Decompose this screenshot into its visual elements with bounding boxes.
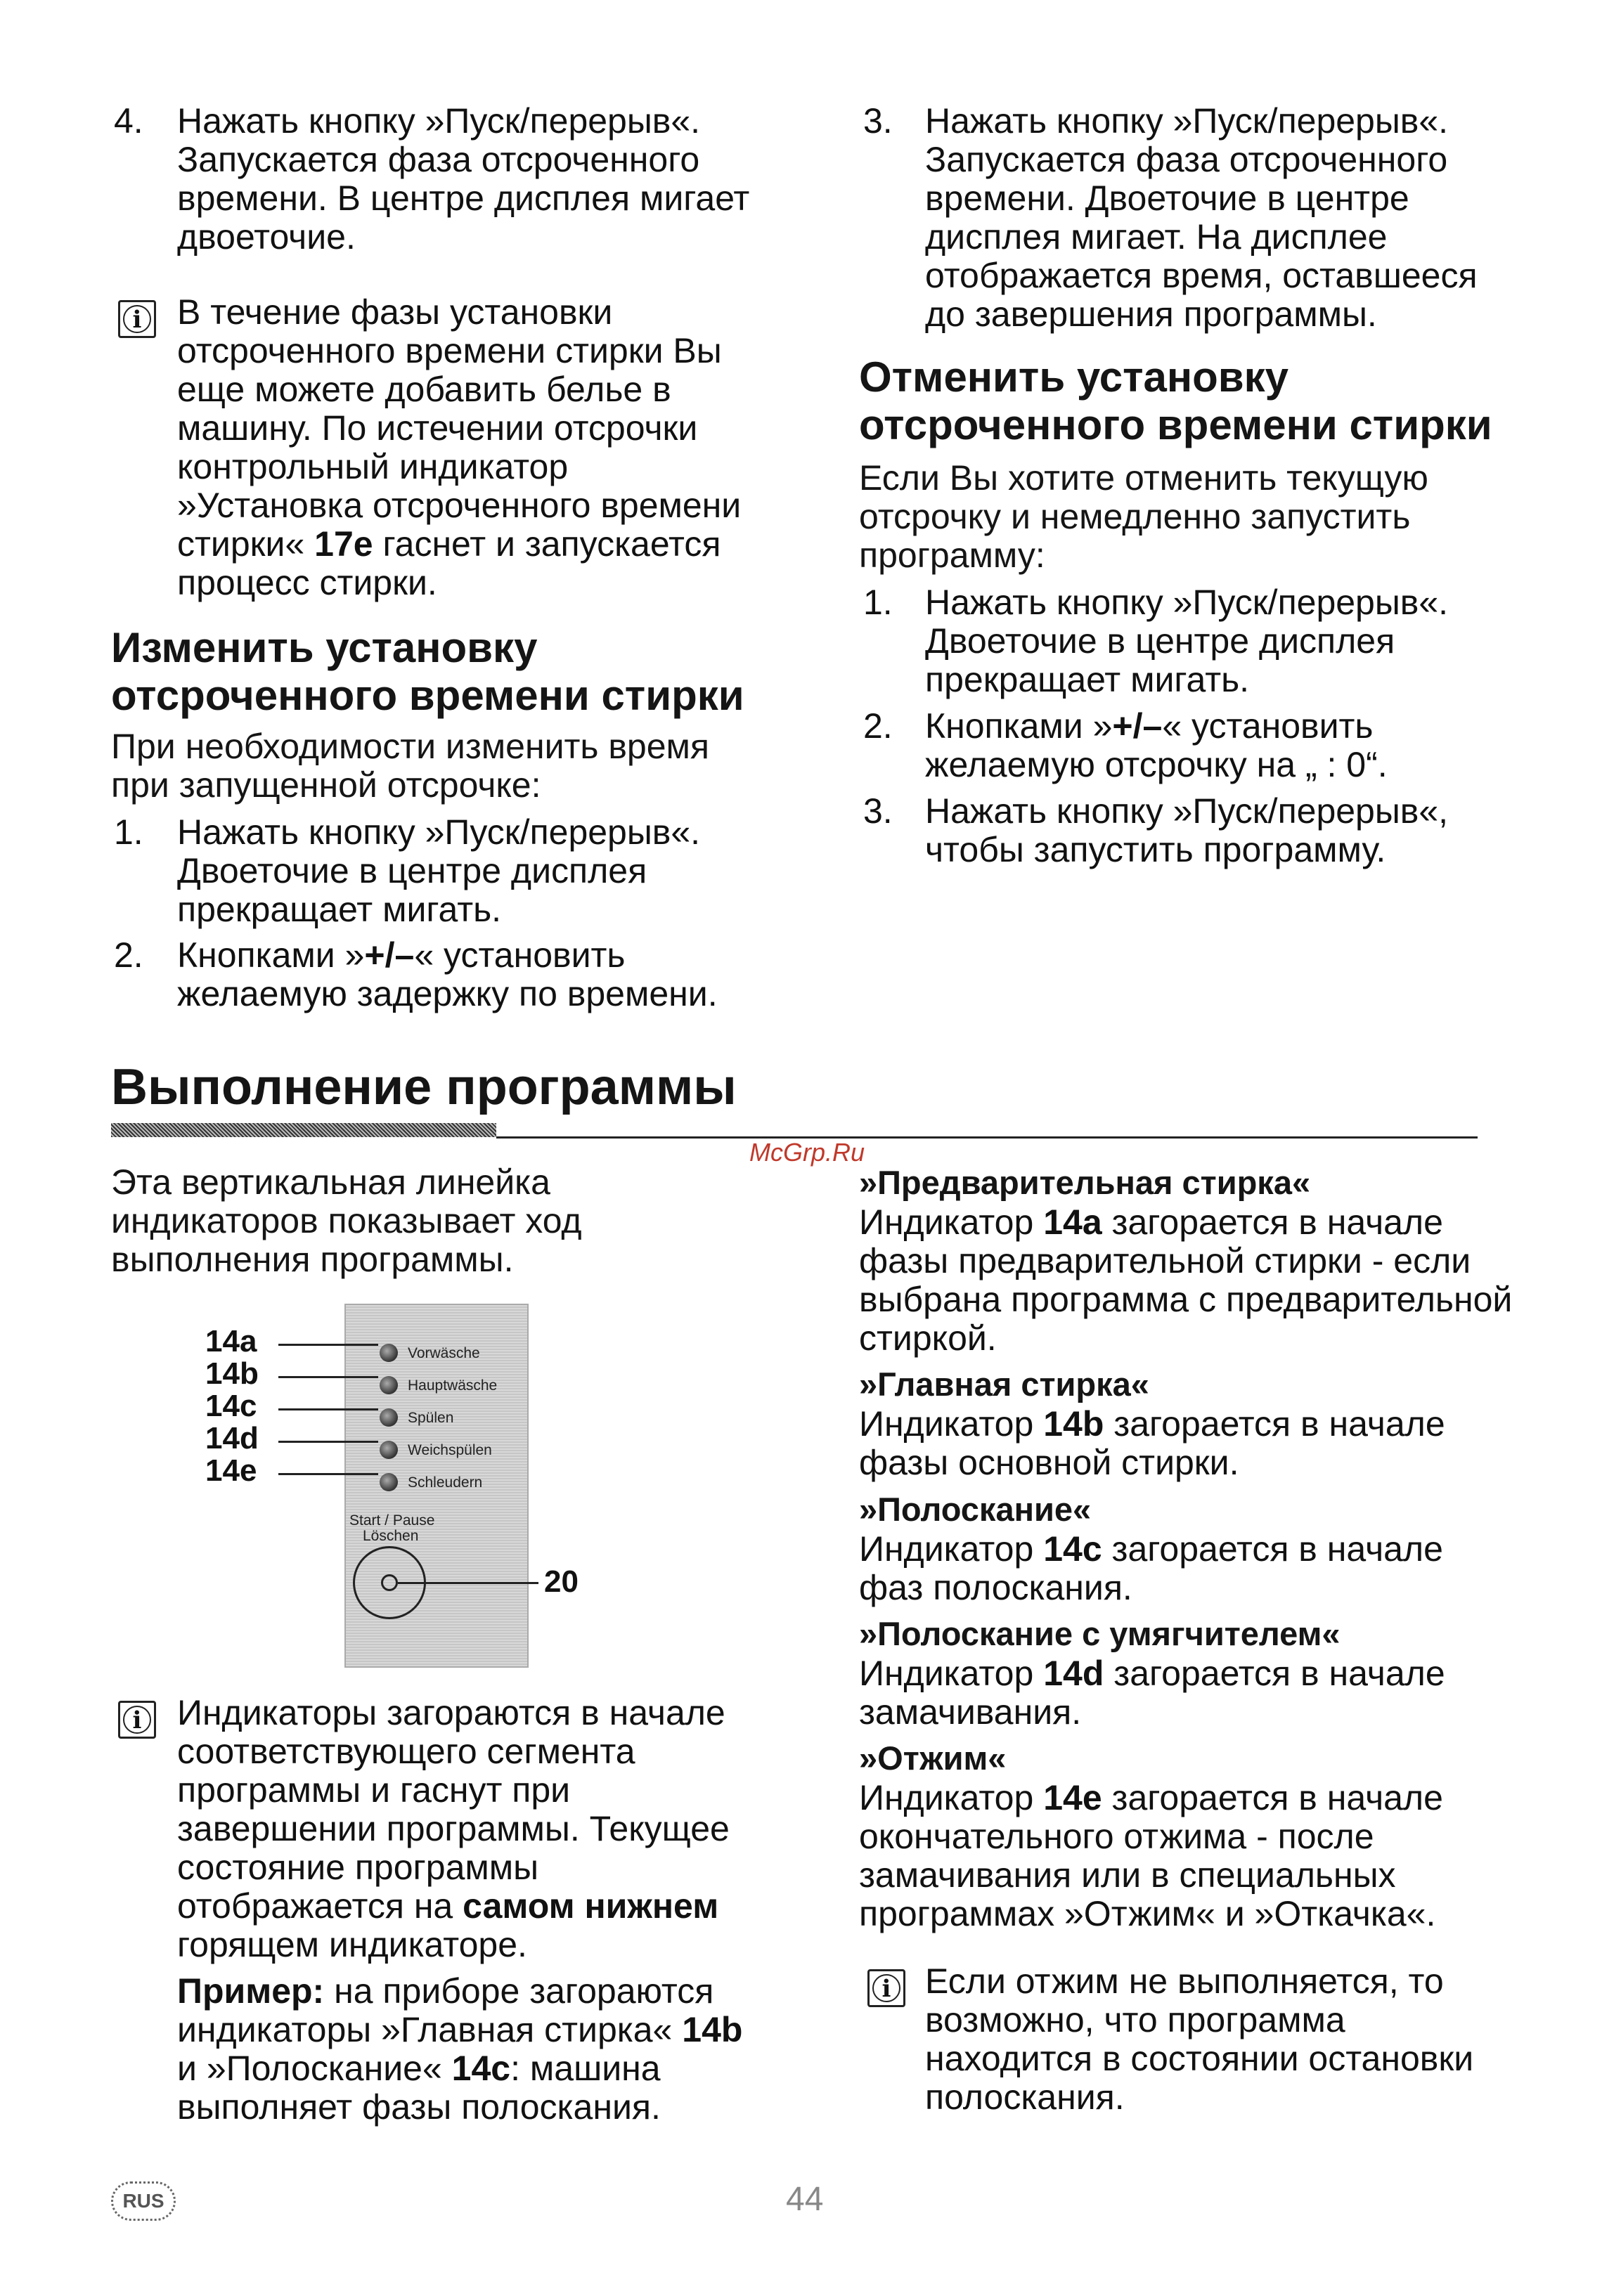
step-line: прекращает мигать. xyxy=(177,890,502,929)
note-line: отображается на самом нижнем xyxy=(177,1886,719,1926)
phase-line: Индикатор 14b загорается в начале xyxy=(859,1404,1445,1444)
label-14e: 14e xyxy=(205,1453,257,1488)
led-label: Hauptwäsche xyxy=(408,1377,498,1394)
info-icon: i xyxy=(118,300,156,338)
phase-line: Индикатор 14c загорается в начале xyxy=(859,1529,1443,1569)
note-line: машину. По истечении отсрочки xyxy=(177,408,698,448)
phase-title: »Главная стирка« xyxy=(859,1366,1149,1403)
step-line: Нажать кнопку »Пуск/перерыв«. xyxy=(925,101,1449,141)
phase-line: Индикатор 14e загорается в начале xyxy=(859,1778,1443,1817)
phase-line: замачивания. xyxy=(859,1692,1082,1732)
phase-line: окончательного отжима - после xyxy=(859,1817,1374,1856)
phase-line: фаз полоскания. xyxy=(859,1568,1132,1607)
phase-title: »Полоскание с умягчителем« xyxy=(859,1615,1341,1652)
step-line: Двоеточие в центре дисплея xyxy=(925,621,1395,661)
note-line: находится в состоянии остановки xyxy=(925,2039,1474,2078)
led-label: Vorwäsche xyxy=(408,1345,480,1361)
heading-cancel-delay: Отменить установку отсроченного времени стирки xyxy=(859,354,1492,448)
step-line: чтобы запустить программу. xyxy=(925,830,1386,869)
section-title: Выполнение программы xyxy=(111,1059,737,1115)
phase-line: фазы основной стирки. xyxy=(859,1443,1239,1482)
led-14d xyxy=(380,1441,398,1459)
language-badge: RUS xyxy=(111,2181,176,2221)
label-14c: 14c xyxy=(205,1389,257,1423)
button-caption: Löschen xyxy=(363,1528,419,1544)
phase-title: »Предварительная стирка« xyxy=(859,1164,1311,1201)
leader-line xyxy=(278,1376,378,1378)
note-line: состояние программы xyxy=(177,1848,539,1887)
label-14a: 14a xyxy=(205,1324,257,1358)
leader-line xyxy=(278,1441,378,1443)
step-line: Запускается фаза отсроченного xyxy=(925,140,1448,179)
example-line: и »Полоскание« 14c: машина xyxy=(177,2049,661,2088)
step-line: Нажать кнопку »Пуск/перерыв«. xyxy=(177,101,701,141)
note-line: отсроченного времени стирки Вы xyxy=(177,331,722,370)
example-line: выполняет фазы полоскания. xyxy=(177,2087,661,2127)
step-line: отображается время, оставшееся xyxy=(925,256,1478,295)
step-line: желаемую задержку по времени. xyxy=(177,974,718,1013)
led-14c xyxy=(380,1408,398,1427)
note-line: соответствующего сегмента xyxy=(177,1732,635,1771)
phase-line: выбрана программа с предварительной xyxy=(859,1280,1513,1319)
phase-line: программах »Отжим« и »Откачка«. xyxy=(859,1894,1436,1933)
info-icon: i xyxy=(118,1701,156,1739)
note-line: В течение фазы установки xyxy=(177,292,613,332)
step-line: дисплея мигает. На дисплее xyxy=(925,217,1388,257)
step-number: 1. xyxy=(863,583,893,622)
example-line: индикаторы »Главная стирка« 14b xyxy=(177,2010,743,2049)
step-line: времени. В центре дисплея мигает xyxy=(177,179,750,218)
note-line: программы и гаснут при xyxy=(177,1770,571,1810)
step-line: Нажать кнопку »Пуск/перерыв«. xyxy=(177,812,701,852)
led-label: Spülen xyxy=(408,1410,454,1426)
step-number: 4. xyxy=(114,101,143,141)
note-line: процесс стирки. xyxy=(177,563,437,602)
step-line: Нажать кнопку »Пуск/перерыв«. xyxy=(925,583,1449,622)
intro-change: При необходимости изменить время при запущенной отсрочке: xyxy=(111,727,709,805)
step-number: 1. xyxy=(114,812,143,852)
note-line: горящем индикаторе. xyxy=(177,1925,527,1964)
led-14a xyxy=(380,1344,398,1362)
section-intro: Эта вертикальная линейка индикаторов показывает ход выполнения программы. xyxy=(111,1162,582,1279)
example-line: Пример: на приборе загораются xyxy=(177,1971,714,2011)
label-14b: 14b xyxy=(205,1356,259,1391)
note-line: Если отжим не выполняется, то xyxy=(925,1961,1444,2001)
phase-title: »Полоскание« xyxy=(859,1491,1092,1528)
note-line: завершении программы. Текущее xyxy=(177,1809,730,1848)
phase-line: замачивания или в специальных xyxy=(859,1855,1396,1895)
info-icon: i xyxy=(867,1969,905,2007)
button-center xyxy=(381,1574,398,1591)
intro-cancel: Если Вы хотите отменить текущую отсрочку и немедленно запустить программу: xyxy=(859,458,1428,575)
step-line: времени. Двоеточие в центре xyxy=(925,179,1409,218)
step-number: 2. xyxy=(863,706,893,746)
leader-line xyxy=(278,1344,378,1346)
phase-line: стиркой. xyxy=(859,1318,997,1358)
step-line: Двоеточие в центре дисплея xyxy=(177,851,647,890)
step-number: 3. xyxy=(863,101,893,141)
leader-line xyxy=(398,1582,538,1584)
step-line: прекращает мигать. xyxy=(925,660,1250,699)
step-line: Кнопками »+/–« установить xyxy=(925,706,1374,746)
watermark: McGrp.Ru xyxy=(749,1138,865,1167)
step-line: до завершения программы. xyxy=(925,294,1377,334)
button-caption: Start / Pause xyxy=(349,1512,435,1529)
note-line: полоскания. xyxy=(925,2077,1125,2117)
step-line: Кнопками »+/–« установить xyxy=(177,935,626,975)
led-label: Schleudern xyxy=(408,1474,483,1491)
leader-line xyxy=(278,1408,378,1410)
heading-change-delay: Изменить установку отсроченного времени стирки xyxy=(111,624,744,719)
step-line: двоеточие. xyxy=(177,217,356,257)
note-line: контрольный индикатор xyxy=(177,447,569,486)
step-line: Нажать кнопку »Пуск/перерыв«, xyxy=(925,791,1449,831)
note-line: Индикаторы загораются в начале xyxy=(177,1693,725,1732)
phase-line: фазы предварительной стирки - если xyxy=(859,1241,1471,1280)
note-line: стирки« 17e гаснет и запускается xyxy=(177,524,721,564)
label-20: 20 xyxy=(544,1564,579,1599)
title-rule xyxy=(496,1136,1478,1139)
phase-line: Индикатор 14a загорается в начале xyxy=(859,1202,1443,1242)
step-line: Запускается фаза отсроченного xyxy=(177,140,700,179)
step-number: 2. xyxy=(114,935,143,975)
led-14b xyxy=(380,1376,398,1394)
note-line: возможно, что программа xyxy=(925,2000,1345,2039)
label-14d: 14d xyxy=(205,1421,259,1455)
leader-line xyxy=(278,1473,378,1475)
phase-title: »Отжим« xyxy=(859,1739,1007,1777)
title-hatch-bar xyxy=(111,1123,496,1137)
phase-line: Индикатор 14d загорается в начале xyxy=(859,1654,1445,1693)
led-label: Weichspülen xyxy=(408,1442,492,1458)
note-line: еще можете добавить белье в xyxy=(177,370,671,409)
page-number: 44 xyxy=(786,2181,824,2218)
led-14e xyxy=(380,1473,398,1491)
step-number: 3. xyxy=(863,791,893,831)
note-line: »Установка отсроченного времени xyxy=(177,486,742,525)
step-line: желаемую отсрочку на „ : 0“. xyxy=(925,745,1388,784)
